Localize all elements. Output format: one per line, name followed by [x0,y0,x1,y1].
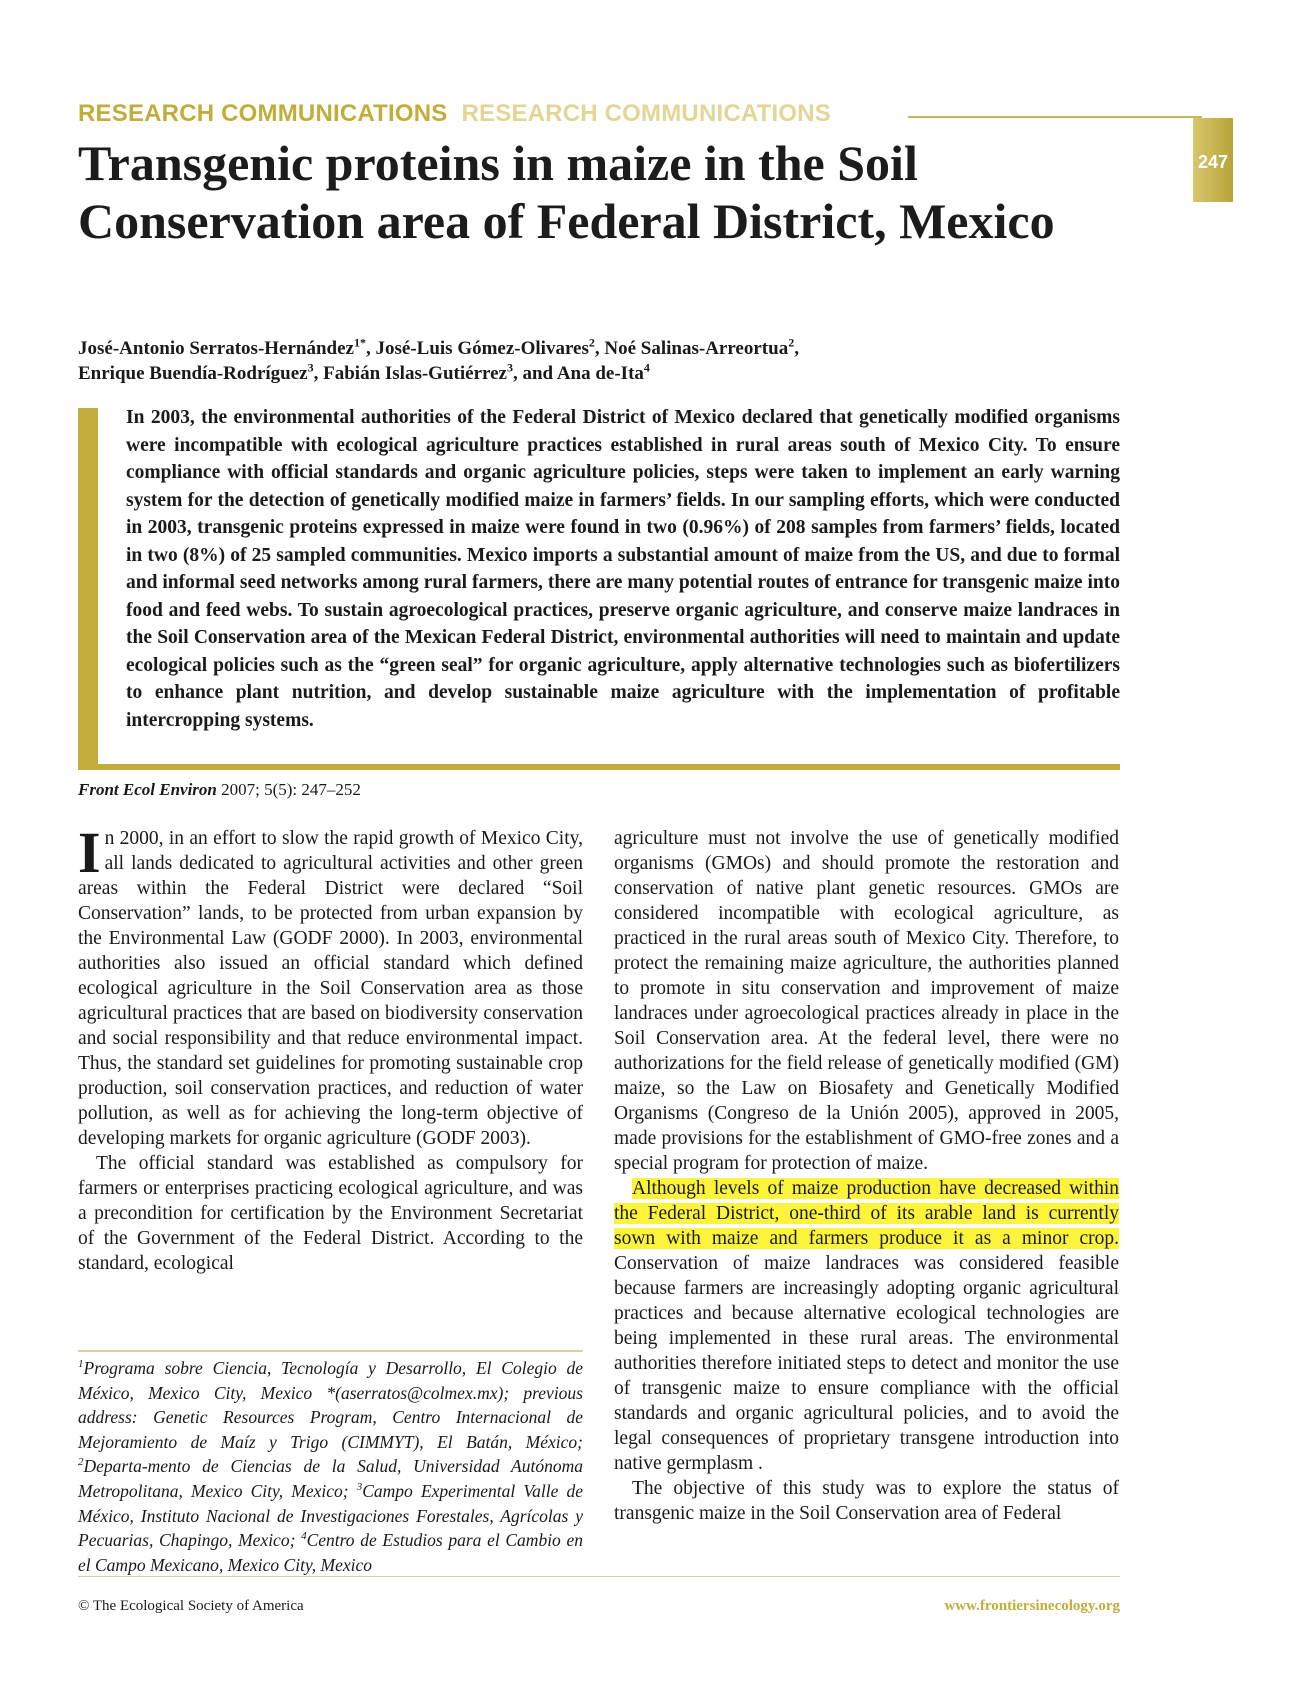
footnote-item: $^2$Departa-mento de Ciencias de la Salud, Universidad Autónoma Metropolitana, Mexico City, Mexico; [78,1456,583,1501]
footer-rule [78,1576,1120,1577]
footnote-item: $^1$Programa sobre Ciencia, Tecnología y Desarrollo, El Colegio de México, Mexico City, Mexico *(aserratos@colmex.mx); previous address: Genetic Resources Program, Centro Internacional de Mejoramiento de Maíz y Trigo (CIMMYT), El Batán, México; [78,1358,583,1452]
abstract-accent-bar [78,408,98,764]
footnote-item: $^4$Centro de Estudios para el Cambio en el Campo Mexicano, Mexico City, Mexico [78,1530,583,1575]
author: Enrique Buendía-Rodríguez$^3$, [78,360,324,384]
body-column-right [614,826,1119,1526]
author: Noé Salinas-Arreortua$^2$, [604,335,799,359]
paragraph: The objective of this study was to explore the status of transgenic maize in the Soil Conservation area of Federal [614,1478,1119,1524]
header-rule [908,116,1202,118]
section-label-repeat: RESEARCH COMMUNICATIONS [461,100,831,127]
section-label: RESEARCH COMMUNICATIONS [78,100,448,127]
abstract: In 2003, the environmental authorities of the Federal District of Mexico declared that genetically modified organisms were incompatible with ecological agriculture practices established in rural areas south of Mexico City. To ensure compliance with official standards and organic agriculture policies, steps were taken to implement an early warning system for the detection of genetically modified maize in farmers’ fields. In our sampling efforts, which were conducted in 2003, transgenic proteins expressed in maize were found in two (0.96%) of 208 samples from farmers’ fields, located in two (8%) of 25 sampled communities. Mexico imports a substantial amount of maize from the US, and due to formal and informal seed networks among rural farmers, there are many potential routes of entrance for transgenic maize into food and feed webs. To sustain agroecological practices, preserve organic agriculture, and conserve maize landraces in the Soil Conservation area of the Mexican Federal District, environmental authorities will need to maintain and update ecological policies such as the “green seal” for organic agriculture, apply alternative technologies such as biofertilizers to enhance plant nutrition, and develop sustainable maize agriculture with the implementation of profitable intercropping systems. [126,407,1120,731]
highlighted-text[interactable]: Although levels of maize production have decreased within the Federal District, one-third of its arable land is currently sown with maize and farmers produce it as a minor crop. [614,1178,1119,1249]
author: José-Antonio Serratos-Hernández$^{1*}$, [78,335,376,359]
author: Fabián Islas-Gutiérrez$^3$, and [323,360,557,384]
page-number: 247 [1197,152,1229,172]
footer-copyright: © The Ecological Society of America [78,1598,304,1614]
citation-details: 2007; 5(5): 247–252 [216,780,361,799]
paragraph: The official standard was established as compulsory for farmers or enterprises practicing ecological agriculture, and was a precondition for certification by the Environment Secretariat of the Government of the Federal District. According to the standard, ecological [78,1153,583,1274]
page-number-tab [1193,118,1233,202]
affiliations-footnote [78,1356,583,1577]
abstract-bottom-rule [78,764,1120,770]
author: José-Luis Gómez-Olivares$^2$, [375,335,605,359]
citation [78,780,361,800]
paragraph: Although levels of maize production have decreased within the Federal District, one-third of its arable land is currently sown with maize and farmers produce it as a minor crop. Conservation of maize landraces was considered feasible because farmers are increasingly adopting organic agricultural practices and because alternative ecological technologies are being implemented in these rural areas. The environmental authorities therefore initiated steps to detect and monitor the use of transgenic maize to ensure compliance with the official standards and organic agricultural policies, and to avoid the legal consequences of proprietary transgene introduction into native germplasm . [614,1178,1119,1474]
citation-journal: Front Ecol Environ [78,780,217,799]
section-header [78,100,831,128]
footnote-item: $^3$Campo Experimental Valle de México, Instituto Nacional de Investigaciones Forestales, Agrícolas y Pecuarias, Chapingo, Mexico; [78,1480,583,1551]
body-column-left [78,820,583,1276]
footer-url[interactable]: www.frontiersinecology.org [944,1598,1120,1614]
author: Ana de-Ita$^4$ [556,360,650,384]
paragraph: In 2000, in an effort to slow the rapid growth of Mexico City, all lands dedicated to agricultural activities and other green areas within the Federal District were declared “Soil Conservation” lands, to be protected from urban expansion by the Environmental Law (GODF 2000). In 2003, environmental authorities also issued an official standard which defined ecological agriculture in the Soil Conservation area as those agricultural practices that are based on biodiversity conservation and social responsibility and that reduce environmental impact. Thus, the standard set guidelines for promoting sustainable crop production, soil conservation practices, and reduction of water pollution, as well as for achieving the long-term objective of developing markets for organic agriculture (GODF 2003). [78,820,583,1149]
drop-cap: I [78,820,101,885]
footnote-rule [78,1350,583,1352]
article-title: Transgenic proteins in maize in the Soil Conservation area of Federal District, Mexico [78,135,1055,249]
paragraph: agriculture must not involve the use of genetically modified organisms (GMOs) and should promote the restoration and conservation of native plant genetic resources. GMOs are considered incompatible with ecological agriculture, as practiced in the rural areas south of Mexico City. Therefore, to protect the remaining maize agriculture, the authorities planned to promote in situ conservation and improvement of maize landraces under agroecological practices already in place in the Soil Conservation area. At the federal level, there were no authorizations for the field release of genetically modified (GM) maize, so the Law on Biosafety and Genetically Modified Organisms (Congreso de la Unión 2005), approved in 2005, made provisions for the establishment of GMO-free zones and a special program for protection of maize. [614,828,1119,1174]
author-list [78,336,1108,386]
